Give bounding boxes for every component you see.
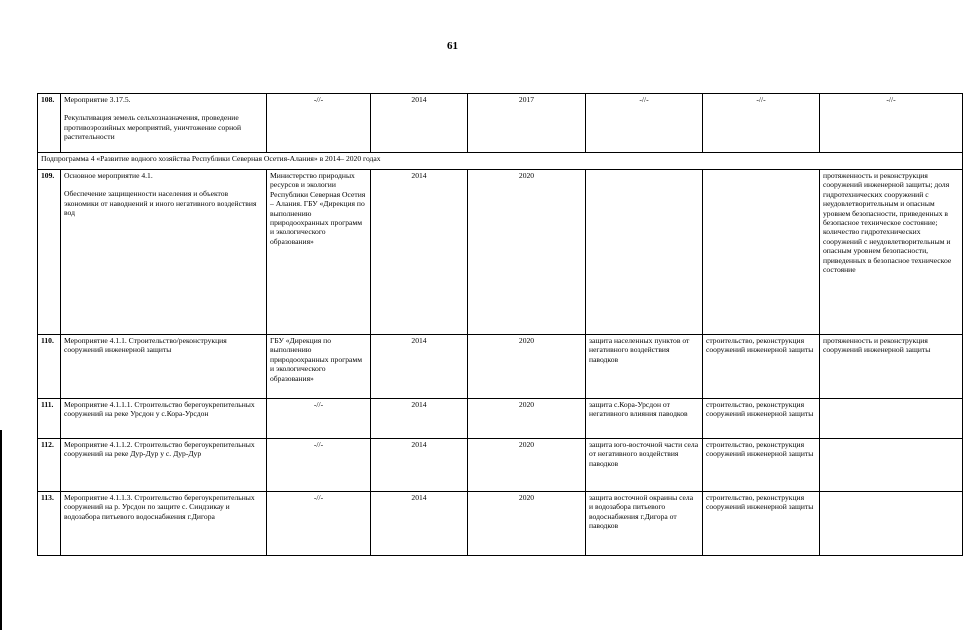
executor-cell: Министерство природных ресурсов и экологии Республики Северная Осетия – Алания. ГБУ «Дирекция по выполнению природоохранных программ и экологического образования» bbox=[267, 170, 371, 335]
table-row bbox=[38, 439, 963, 492]
executor-cell: -//- bbox=[267, 94, 371, 153]
content-cell: строительство, реконструкция сооружений инженерной защиты bbox=[703, 399, 820, 439]
measure-title: Основное мероприятие 4.1. bbox=[64, 171, 153, 180]
start-year-cell: 2014 bbox=[371, 94, 468, 153]
result-cell: защита юго-восточной части села от негативного воздействия паводков bbox=[586, 439, 703, 492]
table-row bbox=[38, 492, 963, 556]
executor-cell: -//- bbox=[267, 492, 371, 556]
measures-table bbox=[37, 93, 963, 556]
end-year-cell: 2020 bbox=[468, 439, 586, 492]
row-number: 108. bbox=[38, 94, 61, 153]
table-row bbox=[38, 335, 963, 399]
row-number: 113. bbox=[38, 492, 61, 556]
end-year-cell: 2017 bbox=[468, 94, 586, 153]
measure-description: Рекультивация земель сельхозназначения, проведение противоэрозийных мероприятий, уничтожение сорной растительности bbox=[64, 113, 242, 142]
end-year-cell: 2020 bbox=[468, 399, 586, 439]
result-cell: защита с.Кора-Урсдон от негативного влияния паводков bbox=[586, 399, 703, 439]
indicators-cell: протяженность и реконструкция сооружений инженерной защиты; доля гидротехнических сооружений с неудовлетворительным и опасным уровнем безопасности, приведенных в безопасное техническое состояние; количество гидротехнических сооружений с неудовлетворительным и опасным уровнем безопасности, приведенных в безопасное техническое состояние bbox=[820, 170, 963, 335]
content-cell bbox=[703, 170, 820, 335]
table-row bbox=[38, 170, 963, 335]
indicators-cell bbox=[820, 439, 963, 492]
end-year-cell: 2020 bbox=[468, 492, 586, 556]
measure-cell bbox=[61, 170, 267, 335]
subprogram-title: Подпрограмма 4 «Развитие водного хозяйства Республики Северная Осетия-Алания» в 2014– 2020 годах bbox=[38, 153, 963, 170]
page-number: 61 bbox=[447, 40, 458, 52]
start-year-cell: 2014 bbox=[371, 335, 468, 399]
result-cell bbox=[586, 170, 703, 335]
start-year-cell: 2014 bbox=[371, 492, 468, 556]
executor-cell: ГБУ «Дирекция по выполнению природоохранных программ и экологического образования» bbox=[267, 335, 371, 399]
measure-cell bbox=[61, 94, 267, 153]
start-year-cell: 2014 bbox=[371, 439, 468, 492]
executor-cell: -//- bbox=[267, 399, 371, 439]
result-cell: защита населенных пунктов от негативного воздействия паводков bbox=[586, 335, 703, 399]
measure-title: Мероприятие 3.17.5. bbox=[64, 95, 131, 104]
scan-edge-line bbox=[0, 430, 2, 630]
measure-cell: Мероприятие 4.1.1.1. Строительство берегоукрепительных сооружений на реке Урсдон у с.Кора-Урсдон bbox=[61, 399, 267, 439]
row-number: 109. bbox=[38, 170, 61, 335]
start-year-cell: 2014 bbox=[371, 399, 468, 439]
measure-cell: Мероприятие 4.1.1.3. Строительство берегоукрепительных сооружений на р. Урсдон по защите с. Синдзикау и водозабора питьевого водоснабжения г.Дигора bbox=[61, 492, 267, 556]
indicators-cell bbox=[820, 492, 963, 556]
row-number: 110. bbox=[38, 335, 61, 399]
measure-description: Обеспечение защищенности населения и объектов экономики от наводнений и иного негативного воздействия вод bbox=[64, 189, 257, 218]
executor-cell: -//- bbox=[267, 439, 371, 492]
row-number: 112. bbox=[38, 439, 61, 492]
row-number: 111. bbox=[38, 399, 61, 439]
start-year-cell: 2014 bbox=[371, 170, 468, 335]
content-cell: строительство, реконструкция сооружений инженерной защиты bbox=[703, 439, 820, 492]
indicators-cell bbox=[820, 399, 963, 439]
result-cell: -//- bbox=[586, 94, 703, 153]
content-cell: -//- bbox=[703, 94, 820, 153]
table-row bbox=[38, 399, 963, 439]
measure-cell: Мероприятие 4.1.1. Строительство/реконструкция сооружений инженерной защиты bbox=[61, 335, 267, 399]
subprogram-row bbox=[38, 153, 963, 170]
content-cell: строительство, реконструкция сооружений инженерной защиты bbox=[703, 335, 820, 399]
content-cell: строительство, реконструкция сооружений инженерной защиты bbox=[703, 492, 820, 556]
end-year-cell: 2020 bbox=[468, 170, 586, 335]
end-year-cell: 2020 bbox=[468, 335, 586, 399]
indicators-cell: протяженность и реконструкция сооружений инженерной защиты bbox=[820, 335, 963, 399]
measure-cell: Мероприятие 4.1.1.2. Строительство берегоукрепительных сооружений на реке Дур-Дур у с. Дур-Дур bbox=[61, 439, 267, 492]
result-cell: защита восточной окраины села и водозабора питьевого водоснабжения г.Дигора от паводков bbox=[586, 492, 703, 556]
indicators-cell: -//- bbox=[820, 94, 963, 153]
table-row bbox=[38, 94, 963, 153]
